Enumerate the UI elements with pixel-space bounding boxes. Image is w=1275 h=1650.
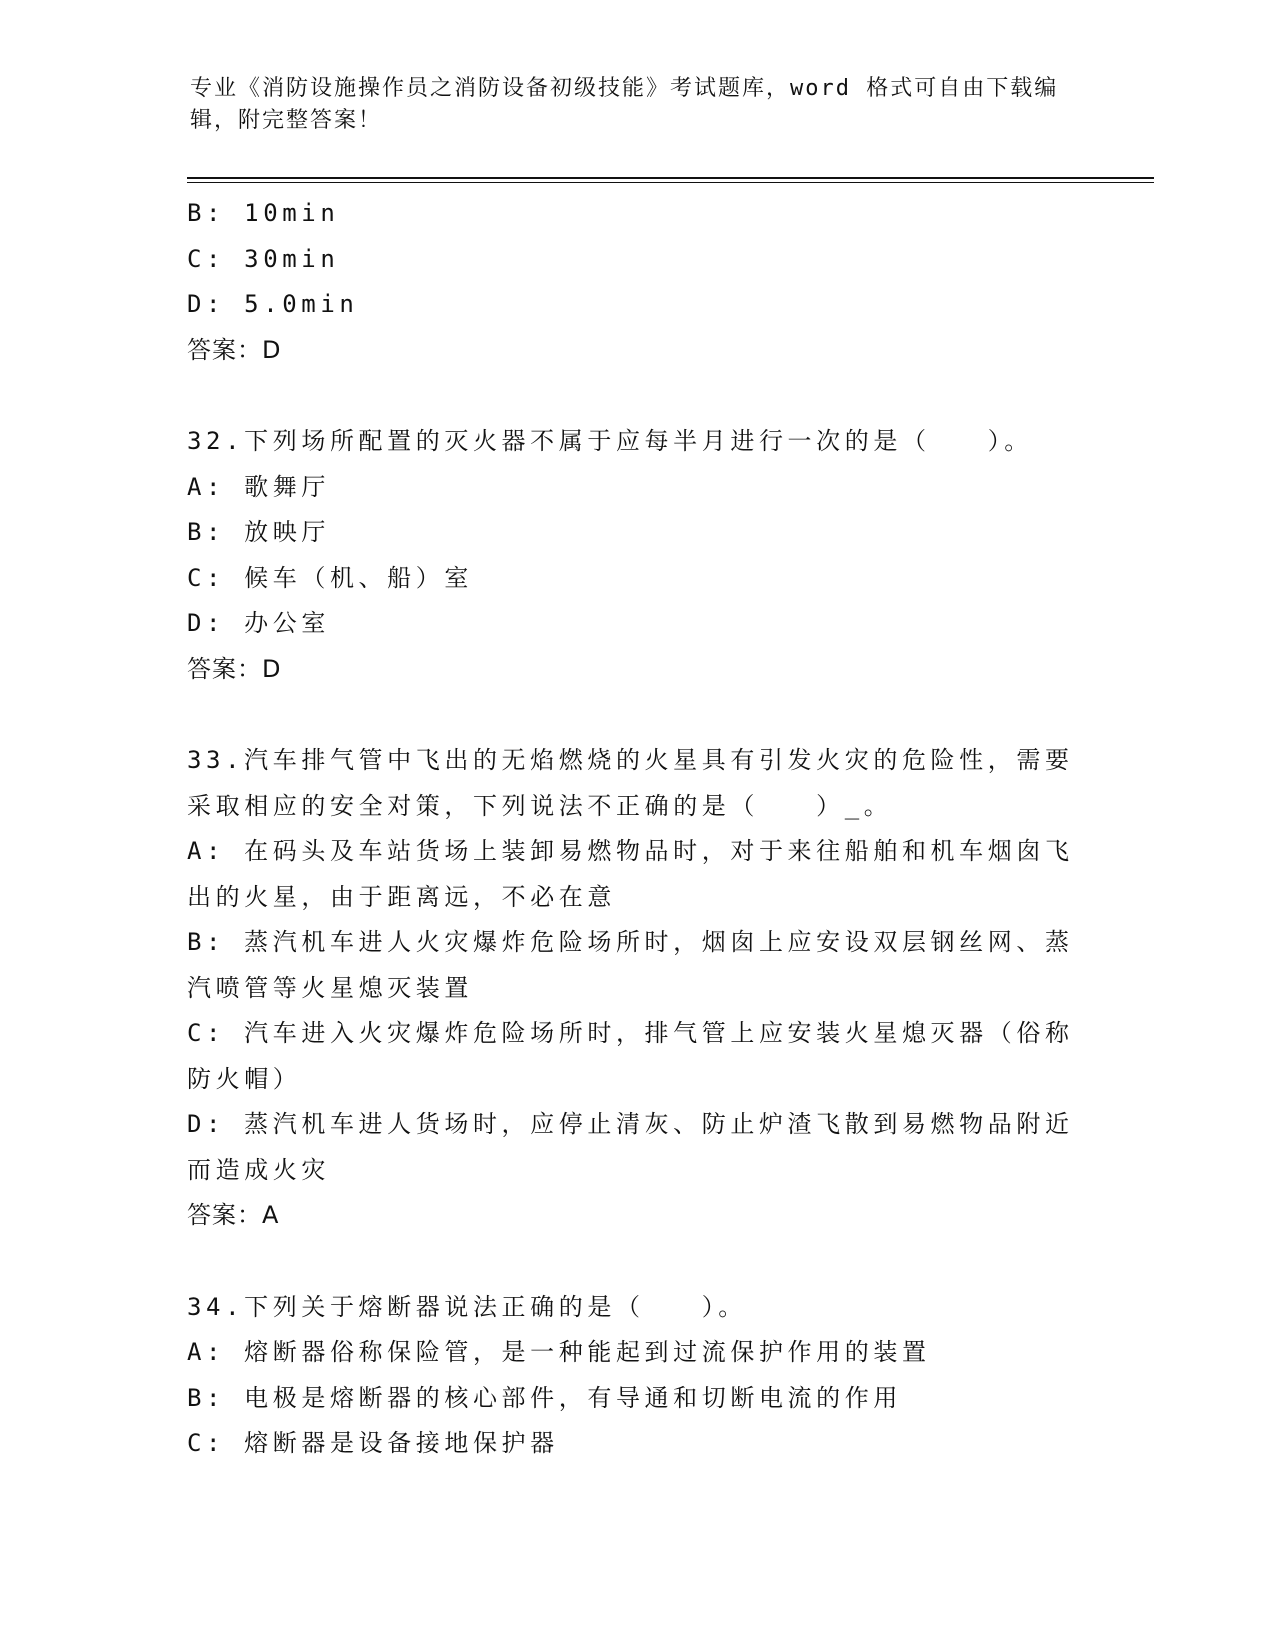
q33-option-d-line-2: 而造成火灾	[187, 1155, 330, 1184]
q32-stem: 32.下列场所配置的灭火器不属于应每半月进行一次的是（ ）。	[187, 427, 1033, 455]
spacer	[187, 692, 1087, 738]
q33-stem-line-1: 33.汽车排气管中飞出的无焰燃烧的火星具有引发火灾的危险性，需要	[187, 746, 1074, 774]
spacer	[187, 373, 1087, 419]
q33-option-b-line-1: B: 蒸汽机车进人火灾爆炸危险场所时，烟囱上应安设双层钢丝网、蒸	[187, 928, 1074, 956]
question-34	[187, 1285, 1087, 1467]
q33-option-a-line-1: A: 在码头及车站货场上装卸易燃物品时，对于来往船舶和机车烟囱飞	[187, 837, 1074, 865]
question-32	[187, 419, 1087, 692]
q32-option-c: C: 候车（机、船）室	[187, 563, 473, 592]
q33-option-c-line-1: C: 汽车进入火灾爆炸危险场所时，排气管上应安装火星熄灭器（俗称	[187, 1019, 1074, 1047]
q33-stem-line-2: 采取相应的安全对策，下列说法不正确的是（ ）_。	[187, 791, 893, 820]
q33-option-d-line-1: D: 蒸汽机车进人货场时，应停止清灰、防止炉渣飞散到易燃物品附近	[187, 1110, 1074, 1138]
q31-option-b: B: 10min	[187, 199, 340, 227]
q32-option-b: B: 放映厅	[187, 518, 330, 546]
q33-answer: 答案：A	[187, 1201, 280, 1229]
q34-option-a: A: 熔断器俗称保险管，是一种能起到过流保护作用的装置	[187, 1338, 931, 1366]
question-31-tail	[187, 191, 1087, 373]
q34-option-b: B: 电极是熔断器的核心部件，有导通和切断电流的作用	[187, 1383, 902, 1412]
spacer	[187, 1239, 1087, 1285]
question-33	[187, 738, 1087, 1239]
header-line-1: 专业《消防设施操作员之消防设备初级技能》考试题库，word 格式可自由下载编	[190, 76, 1059, 101]
header-rule-thin	[187, 182, 1154, 183]
q31-option-d: D: 5.0min	[187, 290, 359, 318]
q33-option-a-line-2: 出的火星，由于距离远，不必在意	[187, 882, 616, 911]
q32-option-d: D: 办公室	[187, 609, 330, 637]
q32-option-a: A: 歌舞厅	[187, 472, 330, 501]
header-line-2: 辑，附完整答案！	[190, 108, 383, 133]
q32-answer: 答案：D	[187, 654, 282, 683]
q33-option-c-line-2: 防火帽）	[187, 1064, 302, 1093]
q33-option-b-line-2: 汽喷管等火星熄灭装置	[187, 973, 473, 1002]
page-header	[190, 73, 1070, 137]
q34-stem: 34.下列关于熔断器说法正确的是（ ）。	[187, 1292, 747, 1321]
q31-option-c: C: 30min	[187, 244, 340, 273]
header-rule-thick	[187, 177, 1154, 179]
question-body	[187, 191, 1087, 1467]
q34-option-c: C: 熔断器是设备接地保护器	[187, 1429, 559, 1457]
q31-answer: 答案：D	[187, 335, 282, 364]
